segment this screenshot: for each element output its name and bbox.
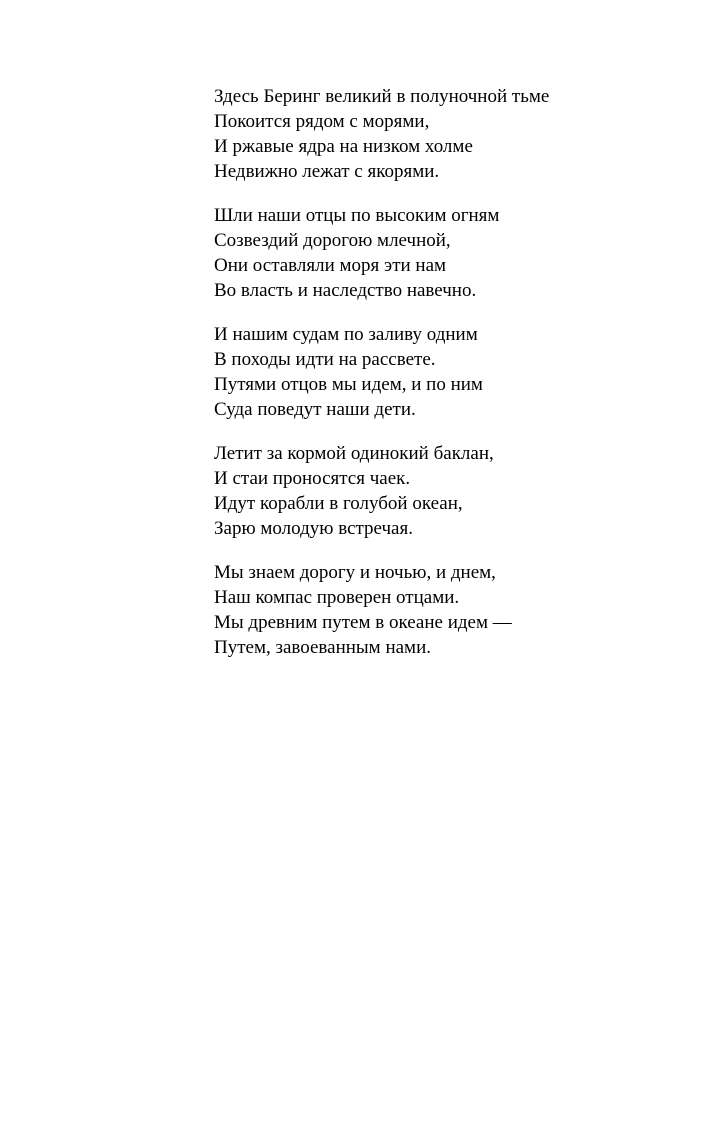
poem [214,84,674,679]
poem-line: Во власть и наследство навечно. [214,280,477,301]
poem-line: Зарю молодую встречая. [214,518,413,539]
poem-line: Идут корабли в голубой океан, [214,493,463,514]
poem-line: Летит за кормой одинокий баклан, [214,443,494,464]
poem-line: Они оставляли моря эти нам [214,255,447,276]
stanza-5 [214,560,674,660]
stanza-4 [214,441,674,541]
poem-line: Мы древним путем в океане идем — [214,612,512,633]
poem-line: Покоится рядом с морями, [214,111,430,132]
poem-line: Недвижно лежат с якорями. [214,161,440,182]
poem-line: Суда поведут наши дети. [214,399,416,420]
poem-line: И нашим судам по заливу одним [214,324,478,345]
stanza-2 [214,203,674,303]
stanza-1 [214,84,674,184]
poem-line: В походы идти на рассвете. [214,349,436,370]
poem-line: Мы знаем дорогу и ночью, и днем, [214,562,496,583]
poem-line: Шли наши отцы по высоким огням [214,205,500,226]
poem-line: Наш компас проверен отцами. [214,587,460,608]
poem-line: Путями отцов мы идем, и по ним [214,374,483,395]
poem-line: Созвездий дорогою млечной, [214,230,451,251]
poem-line: И ржавые ядра на низком холме [214,136,473,157]
poem-line: Здесь Беринг великий в полуночной тьме [214,86,550,107]
poem-line: И стаи проносятся чаек. [214,468,411,489]
poem-line: Путем, завоеванным нами. [214,637,431,658]
stanza-3 [214,322,674,422]
